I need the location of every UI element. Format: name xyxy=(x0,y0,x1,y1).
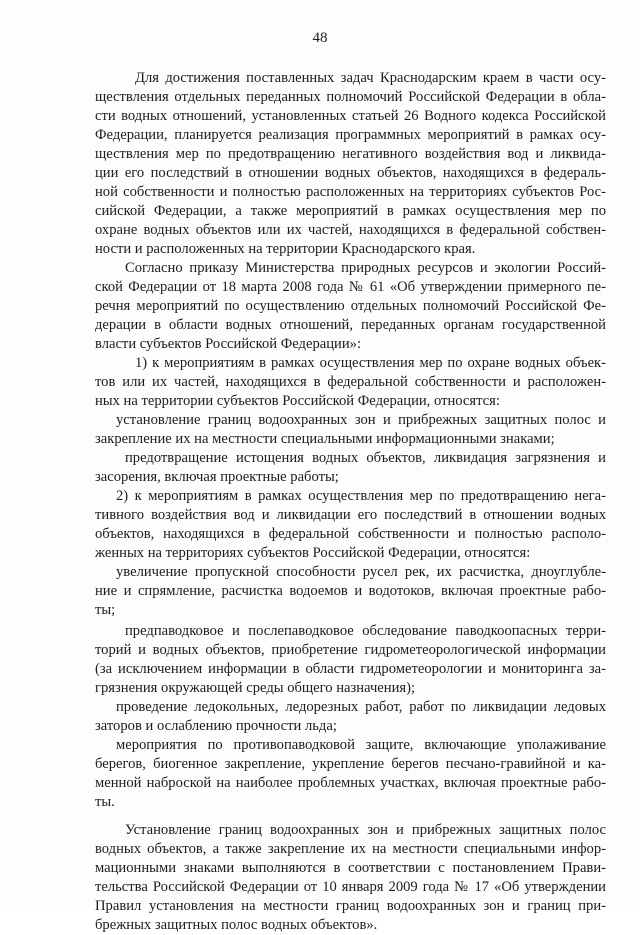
text-line: мационными знаками выполняются в соответствии с постановлением Прави- xyxy=(95,860,606,876)
text-line: проведение ледокольных, ледорезных работ, работ по ликвидации ледовых xyxy=(116,699,606,715)
text-line: ществления мер по предотвращению негативного воздействия вод и ликвида- xyxy=(95,146,606,162)
page-number: 48 xyxy=(312,30,328,46)
text-line: сийской Федерации, а также мероприятий в рамках осуществления мер по xyxy=(95,203,606,219)
text-line: охране водных объектов или их частей, находящихся в федеральной собствен- xyxy=(95,222,606,238)
text-line: установление границ водоохранных зон и прибрежных защитных полос и xyxy=(116,412,606,428)
text-line: менной наброской на наиболее проблемных участках, включая проектные рабо- xyxy=(95,775,606,791)
text-line: мероприятия по противопаводковой защите, включающие уполаживание xyxy=(116,737,606,753)
text-line: ществления отдельных переданных полномочий Российской Федерации в обла- xyxy=(95,89,606,105)
text-line: закрепление их на местности специальными информационными знаками; xyxy=(95,431,555,447)
text-line: засорения, включая проектные работы; xyxy=(95,469,339,485)
text-line: 1) к мероприятиям в рамках осуществления мер по охране водных объек- xyxy=(135,355,606,371)
text-line: тивного воздействия вод и ликвидации его последствий в отношении водных xyxy=(95,507,606,523)
text-line: увеличение пропускной способности русел рек, их расчистка, дноуглубле- xyxy=(116,564,606,580)
text-line: водных объектов, а также закрепление их на местности специальными инфор- xyxy=(95,841,606,857)
text-line: предотвращение истощения водных объектов, ликвидация загрязнения и xyxy=(125,450,606,466)
text-line: заторов и ослаблению прочности льда; xyxy=(95,718,337,734)
text-line: сти водных отношений, установленных статьей 26 Водного кодекса Российской xyxy=(95,108,606,124)
text-line: торий и водных объектов, приобретение гидрометеорологической информации xyxy=(95,642,606,658)
text-line: ской Федерации от 18 марта 2008 года № 61 «Об утверждении примерного пе- xyxy=(95,279,606,295)
text-line: речня мероприятий по осуществлению отдельных полномочий Российской Фе- xyxy=(95,298,606,314)
text-line: брежных защитных полос водных объектов». xyxy=(95,917,378,933)
text-line: Для достижения поставленных задач Краснодарским краем в части осу- xyxy=(135,70,606,86)
text-line: ных на территории субъектов Российской Федерации, относятся: xyxy=(95,393,500,409)
text-line: Правил установления на местности границ водоохранных зон и границ при- xyxy=(95,898,606,914)
text-line: 2) к мероприятиям в рамках осуществления мер по предотвращению нега- xyxy=(116,488,606,504)
text-line: Согласно приказу Министерства природных ресурсов и экологии Россий- xyxy=(125,260,606,276)
text-line: ной собственности и полностью расположенных на территориях субъектов Рос- xyxy=(95,184,606,200)
text-line: ты. xyxy=(95,794,115,810)
text-line: ности и расположенных на территории Краснодарского края. xyxy=(95,241,476,257)
text-line: женных на территориях субъектов Российской Федерации, относятся: xyxy=(95,545,531,561)
text-line: берегов, биогенное закрепление, укрепление берегов песчано-гравийной и ка- xyxy=(95,756,606,772)
text-line: объектов, находящихся в федеральной собственности и полностью располо- xyxy=(95,526,606,542)
text-line: Установление границ водоохранных зон и прибрежных защитных полос xyxy=(125,822,606,838)
text-line: тельства Российской Федерации от 10 января 2009 года № 17 «Об утверждении xyxy=(95,879,606,895)
text-line: предпаводковое и послепаводковое обследование паводкоопасных терри- xyxy=(125,623,606,639)
text-line: ции его последствий в отношении водных объектов, находящихся в федераль- xyxy=(95,165,606,181)
text-line: ние и спрямление, расчистка водоемов и водотоков, включая проектные рабо- xyxy=(95,583,606,599)
text-line: грязнения окружающей среды общего назначения); xyxy=(95,680,416,696)
text-line: (за исключением информации в области гидрометеорологии и мониторинга за- xyxy=(95,661,606,677)
text-line: Федерации, планируется реализация программных мероприятий в рамках осу- xyxy=(95,127,606,143)
body-text xyxy=(95,69,606,935)
text-line: ты; xyxy=(95,602,116,618)
text-line: тов или их частей, находящихся в федеральной собственности и расположен- xyxy=(95,374,606,390)
text-line: власти субъектов Российской Федерации»: xyxy=(95,336,362,352)
text-line: дерации в области водных отношений, переданных органам государственной xyxy=(95,317,606,333)
paragraph-gap xyxy=(95,812,606,821)
